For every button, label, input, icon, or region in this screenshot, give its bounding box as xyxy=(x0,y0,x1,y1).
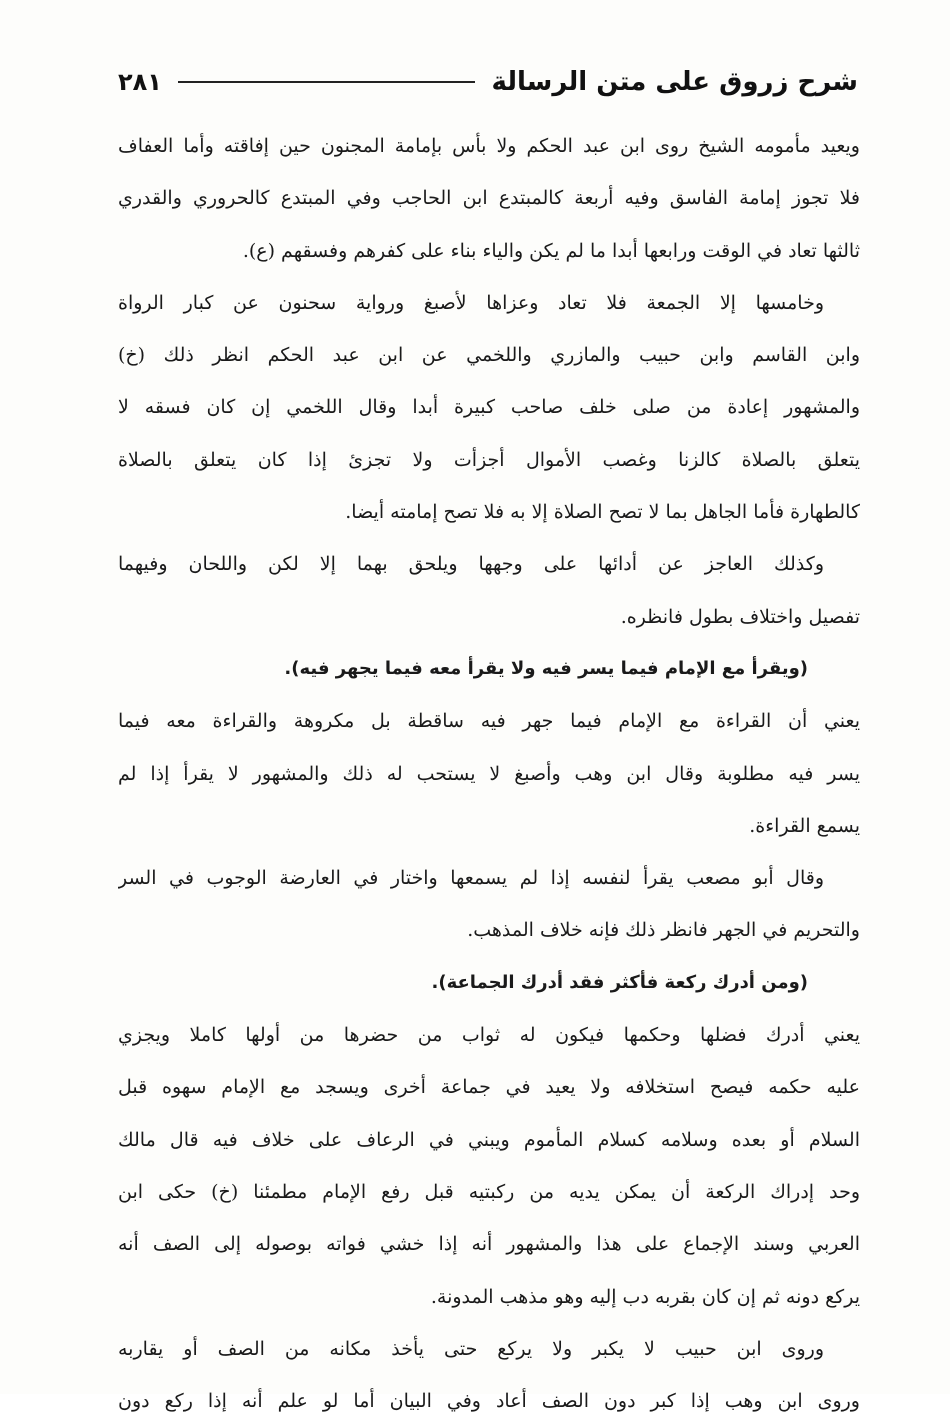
text-line: ثالثها تعاد في الوقت ورابعها أبدا ما لم يكن والياء بناء على كفرهم وفسقهم (ع). xyxy=(242,239,860,262)
header-rule xyxy=(178,81,476,83)
text-line: والتحريم في الجهر فانظر ذلك فإنه خلاف المذهب. xyxy=(467,919,860,942)
text-line: فلا تجوز إمامة الفاسق وفيه أربعة كالمبتدع ابن الحاجب وفي المبتدع كالحروري والقدري xyxy=(118,187,860,210)
text-line: وخامسها إلا الجمعة فلا تعاد وعزاها لأصبغ ورواية سحنون عن كبار الرواة xyxy=(118,291,824,314)
text-line: كالطهارة فأما الجاهل بما لا تصح الصلاة إلا به فلا تصح إمامته أيضا. xyxy=(345,501,860,524)
page-header xyxy=(118,62,858,102)
text-line: والمشهور إعادة من صلى خلف صاحب كبيرة أبدا وقال اللخمي إن كان فسقه لا xyxy=(118,396,860,419)
text-line: السلام أو بعده وسلامه كسلام المأموم ويبني في الرعاف على خلاف فيه قال مالك xyxy=(118,1128,860,1151)
running-title: شرح زروق على متن الرسالة xyxy=(491,67,858,97)
page-body xyxy=(118,120,860,1427)
page-number: ٢٨١ xyxy=(118,68,162,96)
text-line: يركع دونه ثم إن كان بقربه دب إليه وهو مذهب المدونة. xyxy=(430,1285,860,1308)
text-line: يعني أن القراءة مع الإمام فيما جهر فيه ساقطة بل مكروهة والقراءة معه فيما xyxy=(118,710,860,733)
matn-heading: (ويقرأ مع الإمام فيما يسر فيه ولا يقرأ معه فيما يجهر فيه). xyxy=(284,657,808,679)
text-line: ويعيد مأمومه الشيخ روى ابن عبد الحكم ولا بأس بإمامة المجنون حين إفاقته وأما العفاف xyxy=(118,135,860,157)
text-line: يسر فيه مطلوبة وقال ابن وهب وأصبغ لا يستحب له ذلك والمشهور لا يقرأ إذا لم xyxy=(118,762,860,785)
text-line: وكذلك العاجز عن أدائها على وجهها ويلحق بهما إلا لكن واللحان وفيهما xyxy=(118,553,824,576)
text-line: عليه حكمه فيصح استخلافه ولا يعيد في جماعة أخرى ويسجد مع الإمام سهوه قبل xyxy=(118,1076,860,1099)
text-line: وقال أبو مصعب يقرأ لنفسه إذا لم يسمعها واختار في العارضة الوجوب في السر xyxy=(118,867,824,890)
text-line: يتعلق بالصلاة كالزنا وغصب الأموال أجزأت ولا تجزئ إذا كان يتعلق بالصلاة xyxy=(118,448,860,471)
text-line: يسمع القراءة. xyxy=(749,814,860,837)
text-line: وابن القاسم وابن حبيب والمازري واللخمي عن ابن عبد الحكم انظر ذلك (خ) xyxy=(118,344,860,367)
text-line: وروى ابن وهب إذا كبر دون الصف أعاد وفي البيان أما لو علم أنه إذا ركع دون xyxy=(118,1390,860,1413)
text-line: وحد إدراك الركعة أن يمكن يديه من ركبتيه قبل رفع الإمام مطمئنا (خ) حكى ابن xyxy=(118,1180,860,1203)
text-line: وروى ابن حبيب لا يكبر ولا يركع حتى يأخذ مكانه من الصف أو يقاربه xyxy=(118,1337,824,1360)
matn-heading: (ومن أدرك ركعة فأكثر فقد أدرك الجماعة). xyxy=(431,971,808,993)
text-line: العربي وسند الإجماع على هذا والمشهور أنه إذا خشي فواته بوصوله إلى الصف أنه xyxy=(118,1233,860,1256)
text-line: يعني أدرك فضلها وحكمها فيكون له ثواب من حضرها من أولها كاملا ويجزي xyxy=(118,1024,860,1047)
text-line: تفصيل واختلاف بطول فانظره. xyxy=(620,605,860,628)
